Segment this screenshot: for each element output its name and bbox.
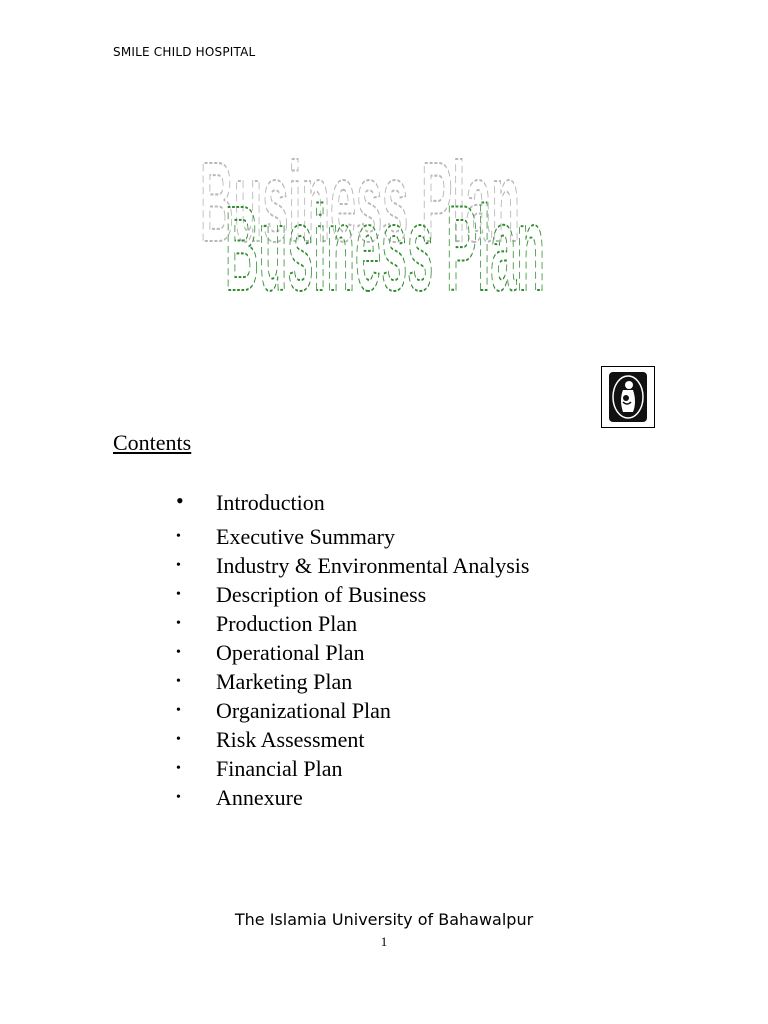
page-number: 1 — [380, 934, 388, 949]
contents-item — [176, 783, 529, 812]
bullet-icon: • — [176, 703, 181, 718]
contents-item-label: Annexure — [216, 785, 303, 810]
wordart-main-text: Business Plan — [225, 181, 545, 317]
contents-item — [176, 754, 529, 783]
bullet-icon: • — [176, 587, 181, 602]
contents-item — [176, 725, 529, 754]
contents-item-label: Marketing Plan — [216, 669, 353, 694]
contents-item-label: Description of Business — [216, 582, 427, 607]
bullet-icon: • — [176, 645, 181, 660]
contents-list — [176, 488, 529, 812]
contents-item — [176, 551, 529, 580]
contents-item — [176, 696, 529, 725]
hospital-logo — [601, 366, 655, 428]
contents-item-label: Financial Plan — [216, 756, 343, 781]
contents-item — [176, 522, 529, 551]
contents-item-label: Introduction — [216, 490, 325, 515]
footer-university: The Islamia University of Bahawalpur — [234, 910, 534, 929]
bullet-icon: • — [176, 616, 181, 631]
wordart-shadow-text: Business Plan — [200, 138, 520, 266]
bullet-icon: • — [176, 529, 181, 544]
contents-item — [176, 580, 529, 609]
bullet-icon: • — [176, 674, 181, 689]
contents-item-label: Risk Assessment — [216, 727, 365, 752]
contents-item-label: Production Plan — [216, 611, 358, 636]
contents-item — [176, 638, 529, 667]
bullet-icon: • — [176, 488, 184, 513]
document-header: SMILE CHILD HOSPITAL — [113, 45, 256, 59]
contents-item-label: Executive Summary — [216, 524, 396, 549]
contents-item — [176, 609, 529, 638]
wordart-graphic — [180, 120, 580, 330]
bullet-icon: • — [176, 761, 181, 776]
bullet-icon: • — [176, 558, 181, 573]
bullet-icon: • — [176, 732, 181, 747]
contents-item-label: Organizational Plan — [216, 698, 391, 723]
bullet-icon: • — [176, 790, 181, 805]
contents-item — [176, 667, 529, 696]
contents-item-label: Industry & Environmental Analysis — [216, 553, 530, 578]
mother-child-icon — [609, 372, 647, 422]
business-plan-wordart — [180, 120, 580, 330]
contents-heading: Contents — [113, 430, 192, 455]
contents-item-label: Operational Plan — [216, 640, 365, 665]
contents-item — [176, 488, 529, 522]
